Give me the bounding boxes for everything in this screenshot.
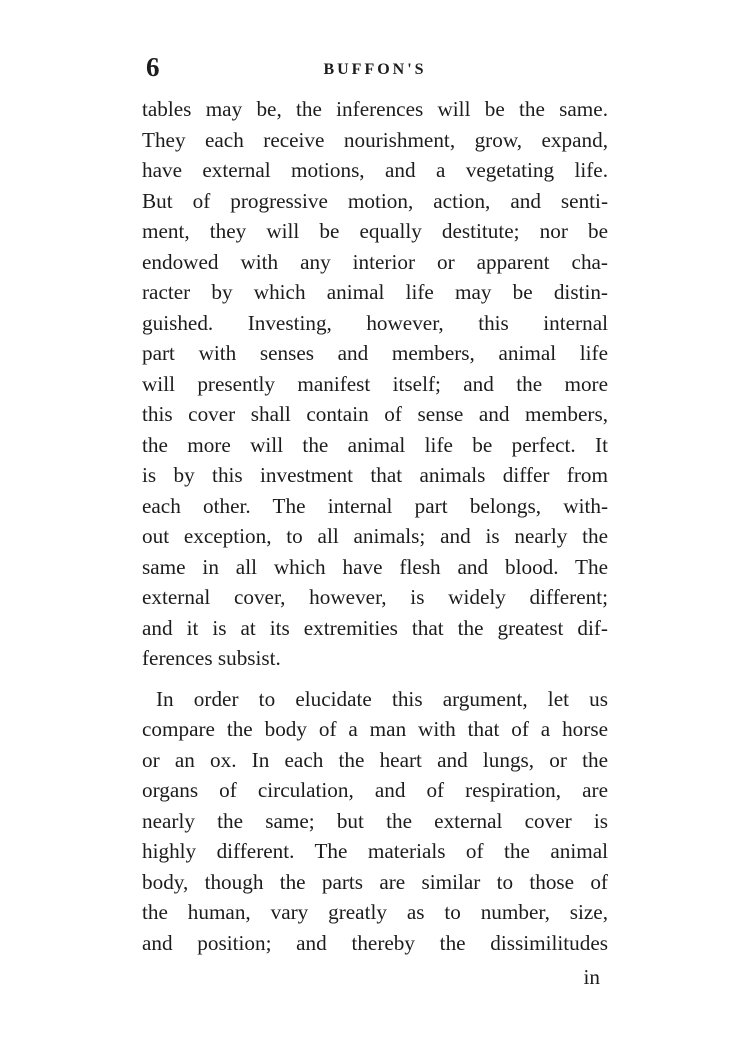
paragraph-gap [142, 674, 608, 684]
text-line: have external motions, and a vegetating life. [142, 158, 608, 182]
catchword: in [583, 965, 600, 989]
text-line: the more will the animal life be perfect. It [142, 432, 608, 457]
text-line: tables may be, the inferences will be the same. [142, 97, 608, 121]
text-line: the human, vary greatly as to number, size, [142, 900, 608, 924]
text-line: part with senses and members, animal life [142, 341, 608, 365]
text-line: this cover shall contain of sense and members, [142, 402, 608, 426]
text-line: endowed with any interior or apparent cha- [142, 249, 608, 274]
body-text [142, 94, 608, 958]
text-line: nearly the same; but the external cover is [142, 808, 608, 833]
text-line: external cover, however, is widely different; [142, 585, 608, 609]
running-head [142, 50, 608, 90]
paragraph-2 [142, 684, 608, 959]
text-line: and position; and thereby the dissimilitudes [142, 930, 608, 955]
text-line: guished. Investing, however, this internal [142, 310, 608, 335]
text-line: ment, they will be equally destitute; nor be [142, 219, 608, 243]
paragraph-1 [142, 94, 608, 674]
text-line: In order to elucidate this argument, let us [156, 686, 608, 711]
text-line: compare the body of a man with that of a horse [142, 717, 608, 741]
text-line: racter by which animal life may be distin- [142, 280, 608, 304]
text-line: same in all which have flesh and blood. The [142, 554, 608, 579]
text-line: will presently manifest itself; and the more [142, 371, 608, 396]
text-line: or an ox. In each the heart and lungs, or the [142, 747, 608, 772]
text-line: But of progressive motion, action, and senti- [142, 188, 608, 213]
text-line: out exception, to all animals; and is nearly the [142, 524, 608, 548]
text-line: They each receive nourishment, grow, expand, [142, 127, 608, 152]
page-number: 6 [146, 52, 160, 82]
running-title: BUFFON'S [323, 61, 427, 78]
text-line: ferences subsist. [142, 646, 281, 670]
text-line: highly different. The materials of the animal [142, 839, 608, 863]
text-line: and it is at its extremities that the greatest dif- [142, 615, 608, 640]
text-line: organs of circulation, and of respiration, are [142, 778, 608, 802]
text-line: body, though the parts are similar to those of [142, 869, 608, 894]
text-line: is by this investment that animals differ from [142, 463, 608, 487]
text-line: each other. The internal part belongs, with- [142, 493, 608, 518]
